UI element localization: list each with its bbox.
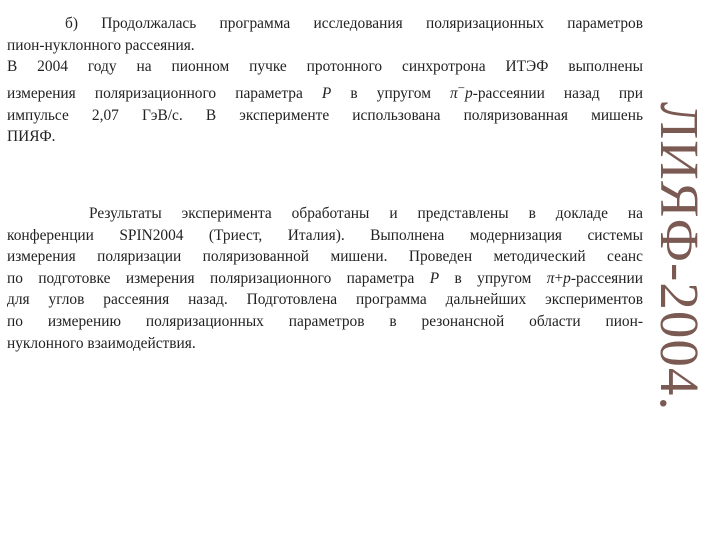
parameter-symbol: P [429,269,440,287]
para2-line-3: измерения поляризации поляризованной мишени. Проведен методический сеанс [7,248,643,266]
para2-line-5: для углов рассеяния назад. Подготовлена программа дальнейших экспериментов [7,291,643,309]
text-fragment: по подготовке измерения поляризационного параметра [7,269,415,287]
text-fragment: измерения поляризационного параметра [7,84,303,102]
para2-line-4 [7,268,643,290]
para1-line-6: ПИЯФ. [7,128,56,146]
para2-line-2: конференции SPIN2004 (Триест, Италия). Выполнена модернизация системы [7,226,643,244]
text-fragment: в упругом [350,84,431,102]
text-fragment: в упругом [454,269,532,287]
pion-symbol: π [450,84,458,102]
pion-symbol: π [546,269,555,287]
para2-line-6: по измерению поляризационных параметров в резонансной области пион- [7,312,643,330]
side-title [650,36,710,476]
para1-line-4 [7,78,643,105]
charge-superscript: − [457,80,466,95]
side-title-text: ЛИЯФ-2004. [649,101,711,411]
para1-line-3: В 2004 году на пионном пучке протонного синхротрона ИТЭФ выполнены [7,58,643,76]
text-fragment: -рассеянии [570,269,643,287]
para1-line-5: импульсе 2,07 ГэВ/c. В эксперименте использована поляризованная мишень [7,106,643,124]
proton-symbol: p [465,84,473,102]
para2-line-1: Результаты эксперимента обработаны и представлены в докладе на [89,205,643,222]
proton-symbol: p [563,269,571,287]
para2-line-7: нуклонного взаимодействия. [7,334,196,352]
paragraph-results [7,203,643,354]
paragraph-pion-nucleon-program [7,13,643,148]
para1-line-1: б) Продолжалась программа исследования поляризационных параметров [65,15,643,32]
para1-line-2: пион-нуклонного рассеяния. [7,36,195,54]
parameter-symbol: P [321,84,332,102]
charge-sign: + [554,269,564,287]
text-fragment: -рассеянии назад при [472,84,643,102]
